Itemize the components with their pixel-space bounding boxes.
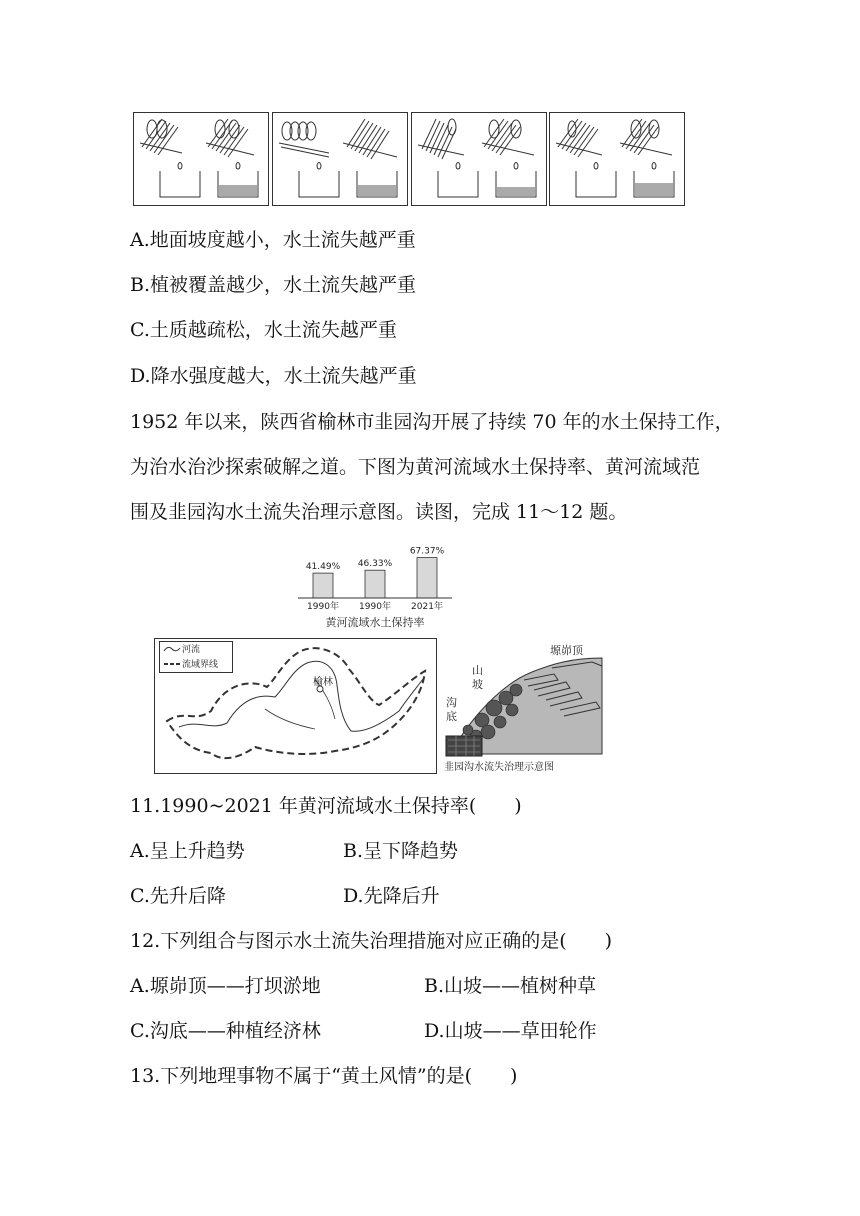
- label-bottom-2: 底: [446, 710, 457, 723]
- bar-0: [313, 573, 333, 598]
- x-tick-label-1: 1990年: [359, 602, 391, 612]
- q12-stem: 12.下列组合与图示水土流失治理措施对应正确的是( ): [130, 930, 613, 952]
- label-terrace-top: 塬峁顶: [550, 644, 583, 657]
- experiment-panel-4: [549, 112, 685, 206]
- bar-2: [417, 558, 437, 598]
- legend-boundary-label: 流域界线: [182, 660, 219, 670]
- passage-line-1: 1952 年以来，陕西省榆林市韭园沟开展了持续 70 年的水土保持工作，: [130, 411, 734, 433]
- label-slope-1: 山: [472, 664, 483, 677]
- x-tick-label-2: 2021年: [411, 602, 443, 612]
- q10-option-c: C.土质越疏松，水土流失越严重: [130, 319, 397, 341]
- bar-value-label-1: 46.33%: [357, 559, 393, 570]
- yellow-river-basin-map: [154, 638, 437, 774]
- bar-value-label-0: 41.49%: [305, 562, 341, 573]
- check-dam: [446, 736, 482, 756]
- soil-retention-bar-chart: [290, 540, 460, 632]
- bar-value-label-2: 67.37%: [409, 546, 445, 557]
- q10-option-d: D.降水强度越大，水土流失越严重: [130, 365, 417, 387]
- terrace-caption: 韭园沟水流失治理示意图: [444, 762, 554, 773]
- experiment-1-illustration: [134, 113, 268, 205]
- q11-option-d: D.先降后升: [343, 885, 440, 907]
- q11-option-b: B.呈下降趋势: [343, 840, 459, 862]
- experiment-4-illustration: [550, 113, 684, 205]
- q10-option-b: B.植被覆盖越少，水土流失越严重: [130, 274, 417, 296]
- q12-option-a: A.塬峁顶——打坝淤地: [130, 975, 321, 997]
- q10-option-a: A.地面坡度越小，水土流失越严重: [130, 229, 416, 251]
- chart-title: 黄河流域水土保持率: [325, 616, 425, 629]
- q11-option-c: C.先升后降: [130, 885, 226, 907]
- experiment-2-illustration: [273, 113, 407, 205]
- q13-stem: 13.下列地理事物不属于“黄土风情”的是( ): [130, 1065, 518, 1087]
- tributary: [265, 709, 315, 729]
- label-slope-2: 坡: [472, 678, 483, 691]
- q11-option-a: A.呈上升趋势: [130, 840, 245, 862]
- q11-stem: 11.1990~2021 年黄河流域水土保持率( ): [130, 795, 522, 817]
- terrace-drawing: [442, 636, 612, 758]
- q12-option-c: C.沟底——种植经济林: [130, 1020, 321, 1042]
- map-legend: [159, 641, 233, 673]
- river-legend-icon: [163, 645, 181, 653]
- bar-1: [365, 570, 385, 598]
- label-bottom-1: 沟: [446, 696, 457, 709]
- experiment-panel-3: [411, 112, 547, 206]
- experiment-panel-1: [133, 112, 269, 206]
- jiuyuangou-terrace-diagram: [442, 636, 612, 776]
- boundary-legend-icon: [163, 661, 181, 667]
- passage-line-2: 为治水治沙探索破解之道。下图为黄河流域水土保持率、黄河流域范: [130, 456, 701, 478]
- passage-line-3: 围及韭园沟水土流失治理示意图。读图，完成 11～12 题。: [130, 501, 628, 523]
- x-tick-label-0: 1990年: [307, 602, 339, 612]
- q12-option-b: B.山坡——植树种草: [424, 975, 597, 997]
- q12-option-d: D.山坡——草田轮作: [424, 1020, 597, 1042]
- experiment-3-illustration: [412, 113, 546, 205]
- experiment-panel-2: [272, 112, 408, 206]
- legend-river-label: 河流: [182, 645, 201, 655]
- yulin-label: 榆林: [313, 677, 333, 688]
